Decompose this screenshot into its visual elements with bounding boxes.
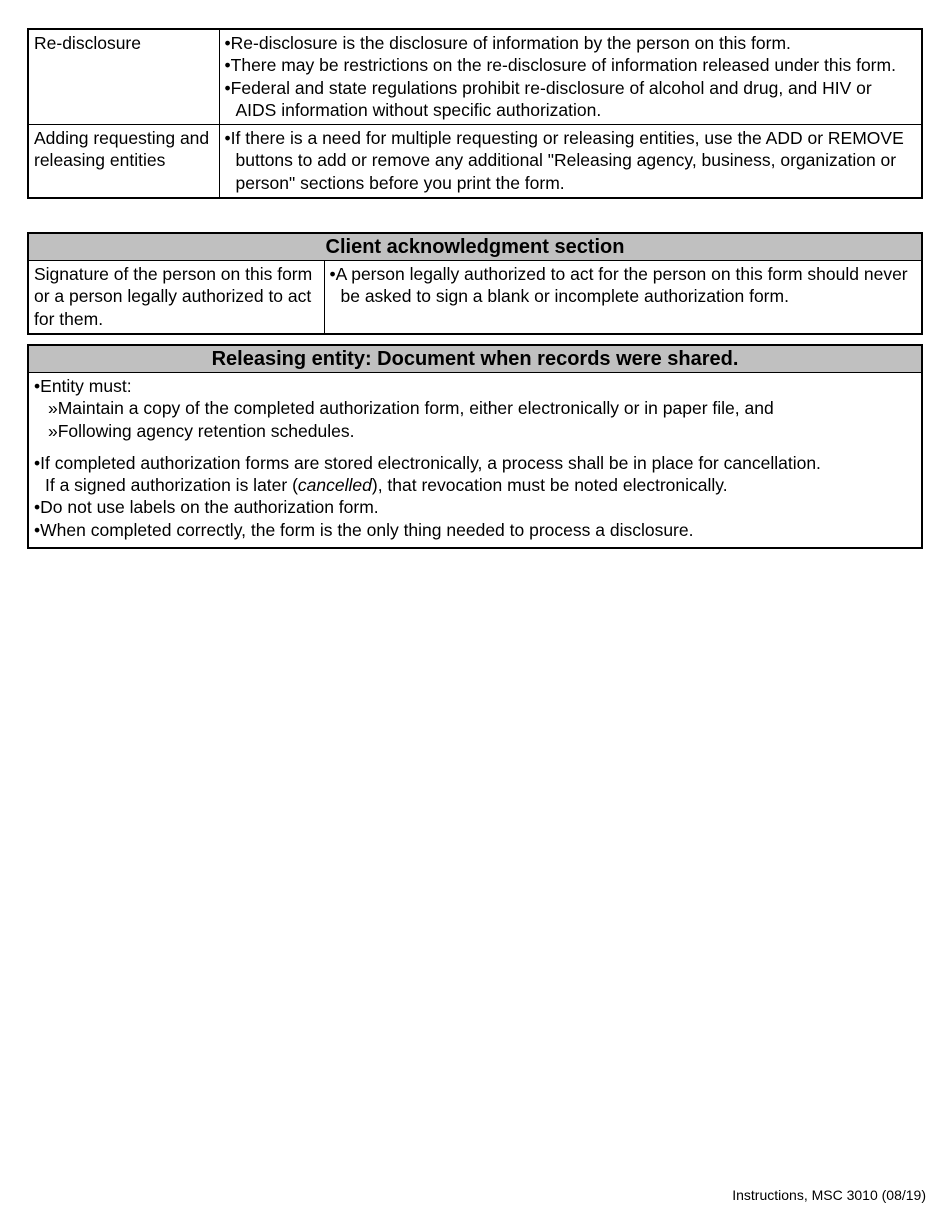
table-row [28, 125, 922, 198]
list-item: • Entity must: [34, 375, 916, 397]
list-item: • A person legally authorized to act for the person on this form should never be asked to sign a blank or incomplete authorization form. [330, 263, 917, 308]
row-label-adding-entities: Adding requesting and releasing entities [28, 125, 219, 198]
list-item [34, 452, 916, 497]
row-body-adding-entities [219, 125, 922, 198]
table-row [28, 29, 922, 125]
sub-list-item: » Maintain a copy of the completed authorization form, either electronically or in paper file, and [34, 397, 916, 419]
client-acknowledgment-title: Client acknowledgment section [28, 233, 922, 261]
form-footer: Instructions, MSC 3010 (08/19) [732, 1187, 926, 1203]
list-item: • There may be restrictions on the re-disclosure of information released under this form. [225, 54, 917, 76]
list-item: • When completed correctly, the form is the only thing needed to process a disclosure. [34, 519, 916, 541]
instructions-table [27, 28, 923, 199]
client-acknowledgment-table [27, 232, 923, 335]
stored-line-2-post: ), that revocation must be noted electronically. [371, 475, 728, 496]
list-item: • Federal and state regulations prohibit re-disclosure of alcohol and drug, and HIV or AIDS information without specific authorization. [225, 77, 917, 122]
stored-line-1: If completed authorization forms are stored electronically, a process shall be in place for cancellation. [40, 452, 821, 473]
row-body-redisclosure [219, 29, 922, 125]
cancelled-emphasis: cancelled [297, 475, 372, 496]
list-item: • Do not use labels on the authorization form. [34, 496, 916, 518]
releasing-entity-table [27, 344, 923, 549]
signature-label: Signature of the person on this form or a person legally authorized to act for them. [28, 261, 324, 334]
list-item: • Re-disclosure is the disclosure of information by the person on this form. [225, 32, 917, 54]
releasing-entity-body [28, 373, 922, 549]
list-item: • If there is a need for multiple requesting or releasing entities, use the ADD or REMOVE buttons to add or remove any additional "Releasing agency, business, organization or person" sections before you print the form. [225, 127, 917, 194]
releasing-entity-title: Releasing entity: Document when records were shared. [28, 345, 922, 373]
signature-body [324, 261, 922, 334]
row-label-redisclosure: Re-disclosure [28, 29, 219, 125]
stored-line-2-pre: If a signed authorization is later ( [45, 475, 298, 496]
sub-list-item: » Following agency retention schedules. [34, 420, 916, 442]
table-row [28, 261, 922, 334]
